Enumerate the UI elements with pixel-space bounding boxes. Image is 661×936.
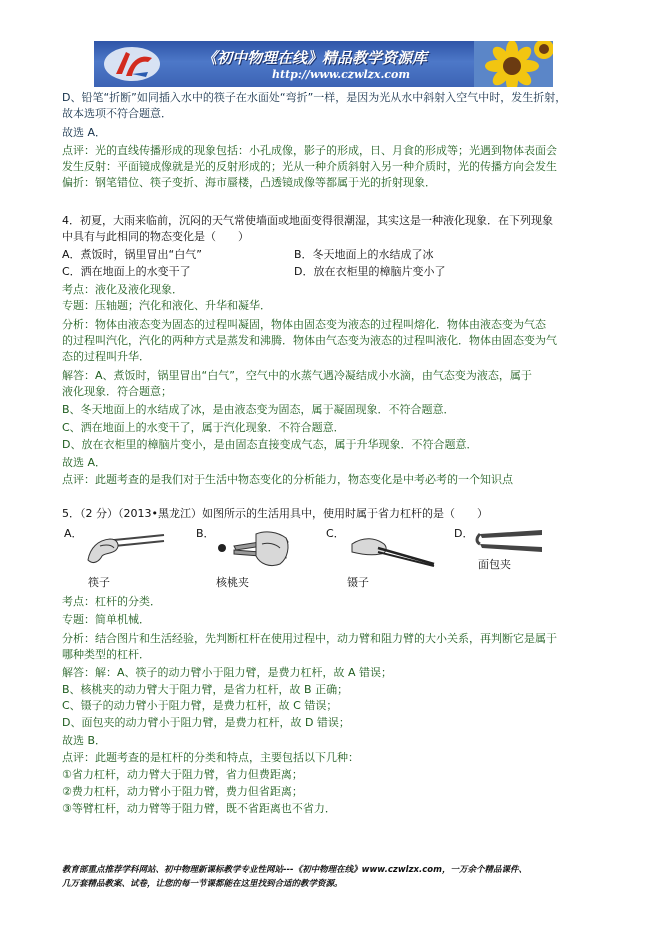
q5-point-2: ②费力杠杆，动力臂小于阻力臂，费力但省距离；	[62, 785, 303, 798]
q5-solution-line2: B、核桃夹的动力臂大于阻力臂，是省力杠杆，故 B 正确；	[62, 683, 349, 696]
footer-line2: 几万套精品教案、试卷，让您的每一节课都能在这里找到合适的教学资源。	[62, 879, 343, 889]
q5-option-d-label: D．	[454, 527, 474, 540]
q5-stem: 5．（2 分）（2013•黑龙江）如图所示的生活用具中，使用时属于省力杠杆的是（ ）	[62, 507, 488, 520]
chopsticks-image	[82, 526, 166, 572]
q5-caption-a: 筷子	[88, 576, 110, 589]
q4-solution-line3: B、冬天地面上的水结成了冰，是由液态变为固态，属于凝固现象．不符合题意．	[62, 403, 455, 416]
tweezers-image	[342, 530, 438, 570]
header-banner	[94, 41, 553, 87]
q4-answer: 故选 A．	[62, 456, 107, 469]
site-logo	[102, 44, 162, 84]
q4-zhuanti: 专题：压轴题；汽化和液化、升华和凝华．	[62, 299, 271, 312]
q4-analysis-line1: 分析：物体由液态变为固态的过程叫凝固，物体由固态变为液态的过程叫熔化．物体由液态变为气态	[62, 318, 546, 331]
prev-comment-line2: 发生反射：平面镜成像就是光的反射形成的；光从一种介质斜射入另一种介质时，光的传播方向会发生	[62, 160, 557, 173]
q4-solution-line1: 解答：A、煮饭时，锅里冒出“白气”，空气中的水蒸气遇冷凝结成小水滴，由气态变为液态，属于	[62, 369, 532, 382]
q5-caption-c: 镊子	[347, 576, 369, 589]
q5-solution-line3: C、镊子的动力臂小于阻力臂，是费力杠杆，故 C 错误；	[62, 699, 338, 712]
q4-comment: 点评：此题考查的是我们对于生活中物态变化的分析能力，物态变化是中考必考的一个知识点	[62, 473, 513, 486]
q5-point-3: ③等臂杠杆，动力臂等于阻力臂，既不省距离也不省力．	[62, 802, 336, 815]
footer-line1: 教育部重点推荐学科网站、初中物理新课标教学专业性网站---《初中物理在线》www.czwlzx.com，一万余个精品课件、	[62, 865, 527, 875]
q4-stem-line2: 中具有与此相同的物态变化是（ ）	[62, 230, 249, 243]
sunflower-image	[474, 41, 553, 87]
prev-option-d-line1: D、铅笔“折断”如同插入水中的筷子在水面处“弯折”一样，是因为光从水中斜射入空气中时，发生折射，	[62, 91, 567, 104]
q4-option-b: B．冬天地面上的水结成了冰	[294, 248, 434, 261]
q5-option-a-label: A．	[64, 527, 83, 540]
banner-url: http://www.czwlzx.com	[272, 68, 410, 81]
q4-option-d: D．放在衣柜里的樟脑片变小了	[294, 265, 446, 278]
q5-comment: 点评：此题考查的是杠杆的分类和特点，主要包括以下几种：	[62, 751, 359, 764]
q5-kaodian: 考点：杠杆的分类．	[62, 595, 161, 608]
q5-caption-d: 面包夹	[478, 558, 511, 571]
prev-option-d-line2: 故本选项不符合题意．	[62, 107, 172, 120]
q5-solution-line4: D、面包夹的动力臂小于阻力臂，是费力杠杆，故 D 错误；	[62, 716, 350, 729]
nutcracker-image	[206, 524, 296, 572]
q4-stem-line1: 4．初夏，大雨来临前，沉闷的天气常使墙面或地面变得很潮湿，其实这是一种液化现象．在下列现象	[62, 214, 553, 227]
prev-comment-line1: 点评：光的直线传播形成的现象包括：小孔成像，影子的形成，日、月食的形成等；光遇到物体表面会	[62, 144, 557, 157]
q5-point-1: ①省力杠杆，动力臂大于阻力臂，省力但费距离；	[62, 768, 303, 781]
q5-analysis-line1: 分析：结合图片和生活经验，先判断杠杆在使用过程中，动力臂和阻力臂的大小关系，再判断它是属于	[62, 632, 557, 645]
q4-solution-line5: D、放在衣柜里的樟脑片变小，是由固态直接变成气态，属于升华现象．不符合题意．	[62, 438, 478, 451]
banner-title: 《初中物理在线》精品教学资源库	[202, 49, 428, 67]
q5-caption-b: 核桃夹	[216, 576, 249, 589]
q4-option-a: A．煮饭时，锅里冒出“白气”	[62, 248, 202, 261]
q4-solution-line4: C、洒在地面上的水变干了，属于汽化现象．不符合题意．	[62, 421, 345, 434]
q5-zhuanti: 专题：简单机械．	[62, 613, 150, 626]
q4-analysis-line2: 的过程叫汽化，汽化的两种方式是蒸发和沸腾．物体由气态变为液态的过程叫液化．物体由固态变为气	[62, 334, 557, 347]
q5-solution-line1: 解答：解：A、筷子的动力臂小于阻力臂，是费力杠杆，故 A 错误；	[62, 666, 393, 679]
q5-option-c-label: C．	[326, 527, 345, 540]
q4-option-c: C．洒在地面上的水变干了	[62, 265, 191, 278]
q5-analysis-line2: 哪种类型的杠杆．	[62, 648, 150, 661]
q5-answer: 故选 B．	[62, 734, 107, 747]
prev-answer: 故选 A．	[62, 126, 107, 139]
prev-comment-line3: 偏折：钢笔错位、筷子变折、海市蜃楼，凸透镜成像等都属于光的折射现象．	[62, 176, 436, 189]
q4-analysis-line3: 态的过程叫升华．	[62, 350, 150, 363]
q4-solution-line2: 液化现象．符合题意；	[62, 385, 172, 398]
bread-tongs-image	[476, 526, 546, 556]
q5-option-b-label: B．	[196, 527, 215, 540]
q4-kaodian: 考点：液化及液化现象．	[62, 283, 183, 296]
